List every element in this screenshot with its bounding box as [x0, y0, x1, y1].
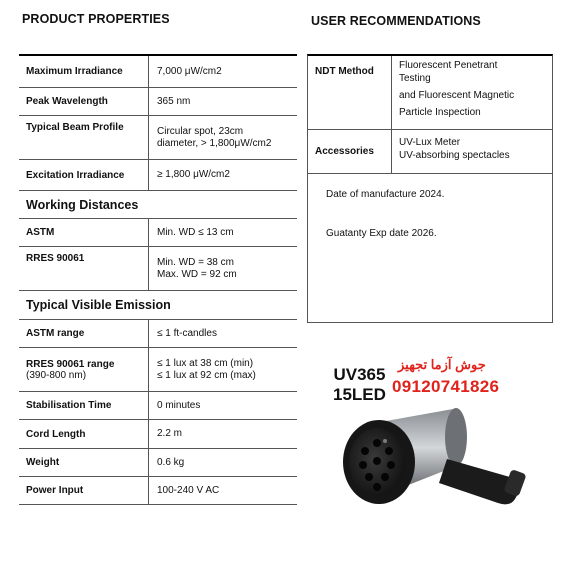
table-row: [19, 88, 297, 116]
property-value: [149, 348, 297, 391]
table-row: [19, 160, 297, 191]
phone-number: 09120741826: [392, 377, 500, 396]
property-label: Peak Wavelength: [19, 88, 149, 115]
table-row: [19, 56, 297, 88]
recommendation-value: [392, 56, 552, 129]
table-row: [19, 449, 297, 477]
value-line: diameter, > 1,800μW/cm2: [157, 137, 272, 149]
value-line: Max. WD = 92 cm: [157, 268, 237, 280]
recommendation-value: [392, 130, 552, 173]
product-properties-heading: PRODUCT PROPERTIES: [22, 12, 170, 26]
property-value: ≤ 1 ft-candles: [157, 327, 217, 339]
value-line: Circular spot, 23cm: [157, 125, 244, 137]
property-label: Maximum Irradiance: [19, 56, 149, 87]
property-label: RRES 90061: [19, 247, 149, 290]
guarantee-date: Guatanty Exp date 2026.: [326, 228, 437, 239]
table-row: [19, 477, 297, 505]
value-line: Particle Inspection: [399, 107, 481, 118]
label-main: RRES 90061 range: [26, 358, 115, 370]
value-line: Testing: [399, 73, 431, 84]
property-label: Weight: [19, 449, 149, 476]
property-label: Power Input: [19, 477, 149, 504]
property-label: ASTM: [19, 219, 149, 246]
table-row: [308, 130, 552, 174]
property-value: 100-240 V AC: [157, 484, 220, 496]
user-recommendations-heading: USER RECOMMENDATIONS: [311, 14, 481, 28]
table-row: [19, 247, 297, 291]
label-sub: (390-800 nm): [26, 369, 87, 381]
property-label: Typical Beam Profile: [19, 116, 149, 159]
property-label: Excitation Irradiance: [19, 160, 149, 190]
product-properties-table: [19, 54, 297, 505]
property-value: 0.6 kg: [157, 456, 185, 468]
value-line: Min. WD = 38 cm: [157, 256, 234, 268]
property-value: Min. WD ≤ 13 cm: [157, 226, 234, 238]
model-line: UV365: [333, 365, 386, 384]
property-label: Cord Length: [19, 420, 149, 448]
user-recommendations-table: [307, 54, 553, 323]
table-row: [19, 320, 297, 348]
table-row: [19, 420, 297, 449]
table-row: [308, 56, 552, 130]
property-label: [19, 348, 149, 391]
manufacture-date: Date of manufacture 2024.: [326, 189, 445, 200]
value-line: Fluorescent Penetrant: [399, 60, 498, 71]
value-line: ≤ 1 lux at 38 cm (min): [157, 357, 254, 369]
property-label: ASTM range: [19, 320, 149, 347]
property-value: 2.2 m: [157, 428, 183, 439]
model-line: 15LED: [333, 385, 386, 404]
table-row: [19, 116, 297, 160]
table-row: [19, 348, 297, 392]
value-line: UV-absorbing spectacles: [399, 150, 510, 161]
property-label: Stabilisation Time: [19, 392, 149, 419]
property-value: [149, 116, 297, 159]
recommendation-label: Accessories: [308, 130, 392, 173]
uv-lamp-image: [335, 395, 535, 520]
section-title: Working Distances: [19, 191, 297, 219]
property-value: 365 nm: [157, 95, 191, 107]
value-line: UV-Lux Meter: [399, 137, 461, 148]
table-row: [19, 219, 297, 247]
lens-highlight: [383, 439, 387, 443]
value-line: and Fluorescent Magnetic: [399, 90, 515, 101]
brand-name: جوش آزما تجهيز: [398, 357, 486, 372]
recommendation-label: NDT Method: [308, 56, 392, 129]
property-value: 0 minutes: [157, 399, 201, 411]
value-line: ≤ 1 lux at 92 cm (max): [157, 369, 256, 381]
property-value: 7,000 μW/cm2: [157, 65, 222, 77]
section-title: Typical Visible Emission: [19, 291, 297, 320]
property-value: [149, 247, 297, 290]
table-row: [19, 392, 297, 420]
property-value: ≥ 1,800 μW/cm2: [157, 169, 230, 180]
lamp-rear-cap: [445, 408, 467, 466]
